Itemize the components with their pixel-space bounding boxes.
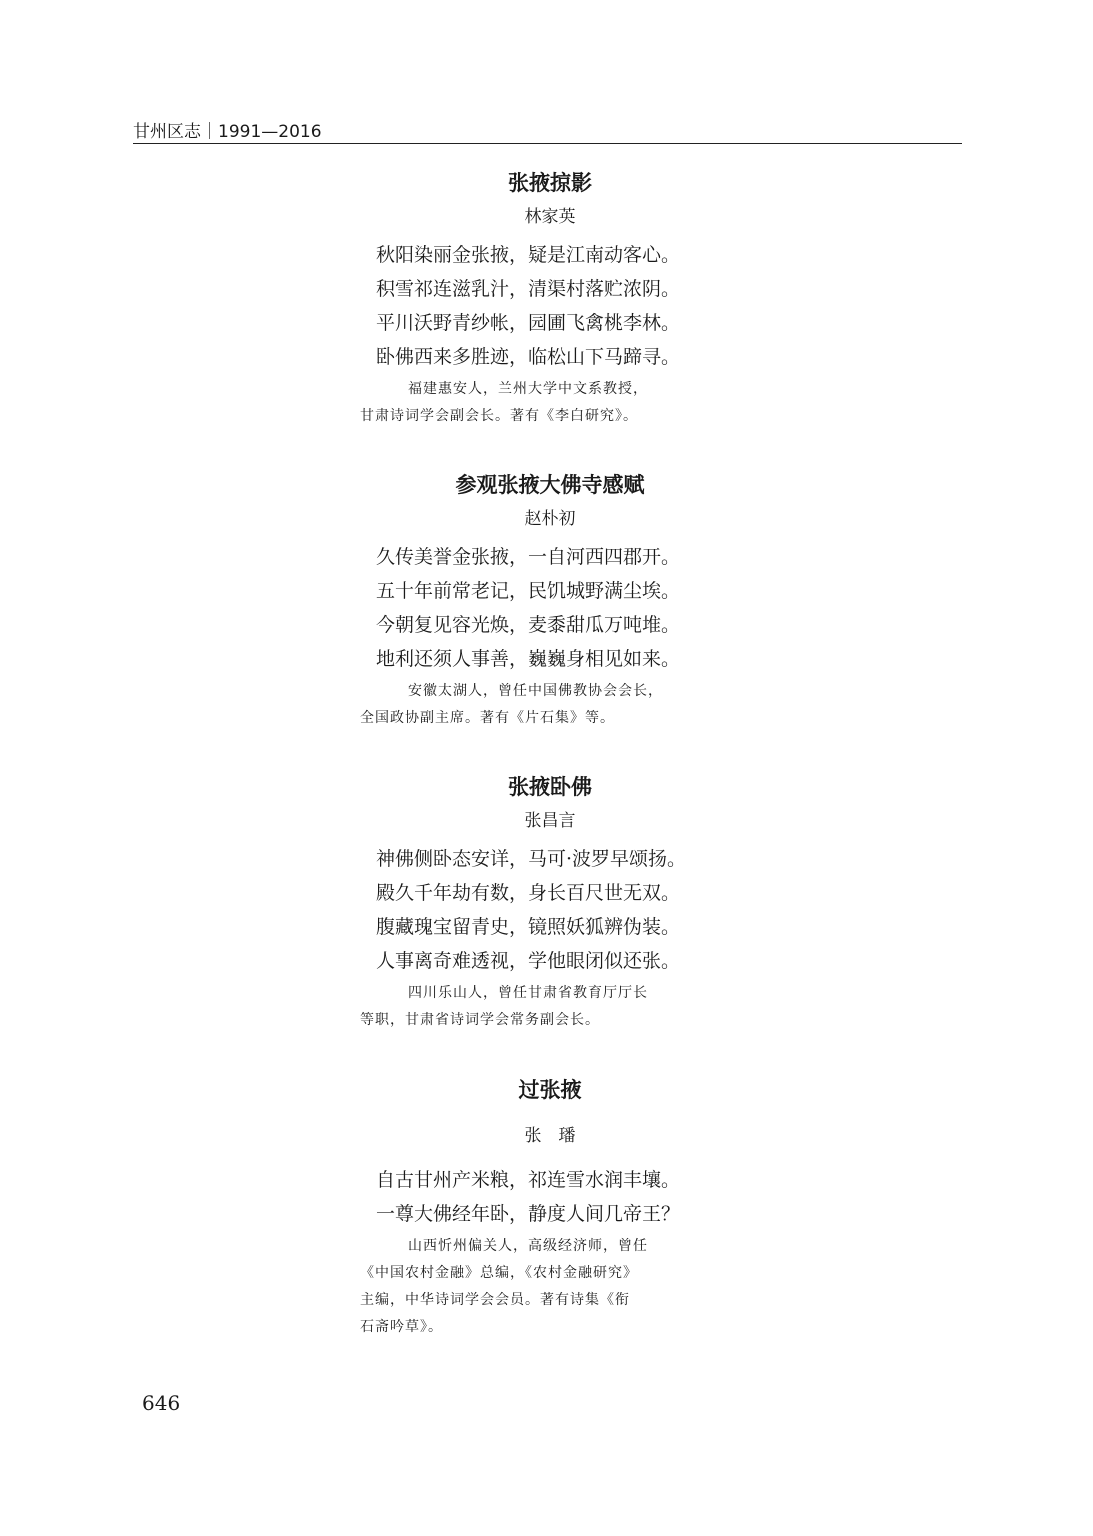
poem-line: 神佛侧卧态安详，马可·波罗早颂扬。 <box>376 848 687 870</box>
header-rule <box>133 143 962 144</box>
poem-author: 赵朴初 <box>524 509 576 529</box>
poem-line: 自古甘州产米粮，祁连雪水润丰壤。 <box>376 1169 681 1191</box>
poem-3 <box>360 772 740 1034</box>
author-note-line: 全国政协副主席。著有《片石集》等。 <box>360 710 615 726</box>
poem-author: 林家英 <box>524 207 576 227</box>
poem-lines <box>360 1163 740 1231</box>
poem-line: 五十年前常老记，民饥城野满尘埃。 <box>376 580 681 602</box>
poem-title: 张掖掠影 <box>508 171 592 195</box>
author-note-line: 《中国农村金融》总编，《农村金融研究》 <box>360 1265 638 1281</box>
author-note-line: 四川乐山人，曾任甘肃省教育厅厅长 <box>408 985 648 1001</box>
author-note-line: 等职，甘肃省诗词学会常务副会长。 <box>360 1012 600 1028</box>
poem-line: 地利还须人事善，巍巍身相见如来。 <box>376 648 681 670</box>
author-note <box>360 980 740 1034</box>
poem-author: 张昌言 <box>524 811 576 831</box>
poem-author: 张 璠 <box>524 1126 576 1146</box>
poem-line: 今朝复见容光焕，麦黍甜瓜万吨堆。 <box>376 614 681 636</box>
running-header: 甘州区志｜1991—2016 <box>133 122 322 142</box>
poem-lines <box>360 842 740 978</box>
author-note-line: 甘肃诗词学会副会长。著有《李白研究》。 <box>360 408 638 424</box>
author-note-line: 主编，中华诗词学会会员。著有诗集《衔 <box>360 1292 630 1308</box>
poem-line: 平川沃野青纱帐，园圃飞禽桃李林。 <box>376 312 681 334</box>
author-note <box>360 678 740 732</box>
poem-line: 腹藏瑰宝留青史，镜照妖狐辨伪装。 <box>376 916 681 938</box>
poem-lines <box>360 540 740 676</box>
poem-title: 参观张掖大佛寺感赋 <box>455 473 645 497</box>
author-note <box>360 1233 740 1341</box>
poem-line: 殿久千年劫有数，身长百尺世无双。 <box>376 882 681 904</box>
poem-title: 过张掖 <box>518 1078 582 1102</box>
author-note-line: 山西忻州偏关人，高级经济师，曾任 <box>408 1238 648 1254</box>
poem-1 <box>360 168 740 430</box>
poem-line: 一尊大佛经年卧，静度人间几帝王？ <box>376 1203 681 1225</box>
page-number: 646 <box>142 1391 181 1415</box>
poem-line: 人事离奇难透视，学他眼闭似还张。 <box>376 950 681 972</box>
author-note-line: 安徽太湖人，曾任中国佛教协会会长， <box>408 683 663 699</box>
poem-lines <box>360 238 740 374</box>
author-note-line: 福建惠安人，兰州大学中文系教授， <box>408 381 648 397</box>
author-note-line: 石斋吟草》。 <box>360 1319 443 1335</box>
poem-4 <box>360 1075 740 1341</box>
poem-title: 张掖卧佛 <box>508 775 592 799</box>
poem-2 <box>360 470 740 732</box>
poem-line: 积雪祁连滋乳汁，清渠村落贮浓阴。 <box>376 278 681 300</box>
poem-line: 卧佛西来多胜迹，临松山下马蹄寻。 <box>376 346 681 368</box>
author-note <box>360 376 740 430</box>
poem-line: 秋阳染丽金张掖，疑是江南动客心。 <box>376 244 681 266</box>
poem-line: 久传美誉金张掖，一自河西四郡开。 <box>376 546 681 568</box>
